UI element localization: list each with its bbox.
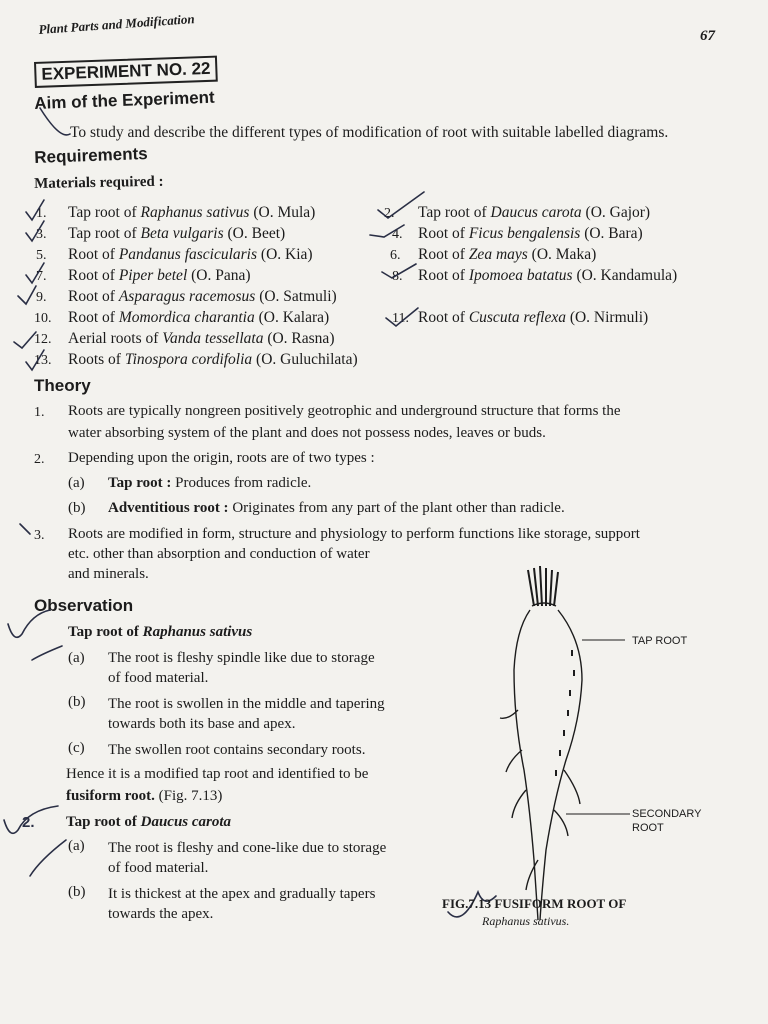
- theory-heading: Theory: [34, 376, 91, 395]
- observation-text: towards both its base and apex.: [108, 716, 296, 732]
- requirements-heading: Requirements: [34, 144, 148, 167]
- label-secondary-root: SECONDARY: [632, 808, 702, 820]
- item-number: 8.: [392, 269, 403, 284]
- observation-conclusion: Hence it is a modified tap root and identified to be: [66, 766, 369, 782]
- label-secondary-root: ROOT: [632, 822, 664, 834]
- theory-text: Roots are modified in form, structure and physiology to perform functions like storage, support: [68, 526, 640, 542]
- item-number: 10.: [34, 311, 52, 326]
- item-number: 11.: [392, 311, 409, 326]
- running-header: Plant Parts and Modification: [38, 11, 196, 37]
- observation-text: towards the apex.: [108, 906, 214, 922]
- theory-number: 3.: [34, 528, 45, 543]
- observation-text: of food material.: [108, 860, 209, 876]
- materials-label: Materials required :: [34, 173, 164, 192]
- page-number: 67: [700, 28, 715, 44]
- observation-text: The swollen root contains secondary roots.: [108, 742, 366, 758]
- material-item: Root of Momordica charantia (O. Kalara): [68, 309, 330, 326]
- tap-root-definition: Tap root : Produces from radicle.: [108, 475, 312, 491]
- observation-conclusion: fusiform root. (Fig. 7.13): [66, 788, 223, 804]
- material-item: Tap root of Beta vulgaris (O. Beet): [68, 225, 286, 242]
- fusiform-root-figure: [442, 560, 760, 940]
- item-number: 3.: [36, 227, 47, 242]
- material-item: Roots of Tinospora cordifolia (O. Guluchilata): [68, 351, 358, 368]
- observation-heading: Observation: [34, 596, 134, 615]
- experiment-title: EXPERIMENT NO. 22: [34, 56, 218, 88]
- theory-number: 2.: [34, 452, 45, 467]
- theory-text: etc. other than absorption and conduction of water: [68, 546, 370, 562]
- figure-caption: FIG.7.13 FUSIFORM ROOT OF: [442, 896, 627, 911]
- observation-text: The root is swollen in the middle and tapering: [108, 696, 385, 712]
- material-item: Root of Zea mays (O. Maka): [418, 246, 597, 263]
- item-number: 5.: [36, 248, 47, 263]
- sub-label: (a): [68, 475, 85, 491]
- item-number: 6.: [390, 248, 401, 263]
- sub-label: (a): [68, 650, 85, 666]
- material-item: Root of Piper betel (O. Pana): [68, 267, 251, 284]
- adventitious-root-definition: Adventitious root : Originates from any part of the plant other than radicle.: [108, 500, 565, 516]
- material-item: Root of Cuscuta reflexa (O. Nirmuli): [418, 309, 649, 326]
- item-number: 12.: [34, 332, 52, 347]
- material-item: Root of Ficus bengalensis (O. Bara): [418, 225, 643, 242]
- label-tap-root: TAP ROOT: [632, 635, 688, 647]
- item-number: 13.: [34, 353, 52, 368]
- observation-number-2: 2.: [22, 814, 35, 831]
- item-number: 7.: [36, 269, 47, 284]
- material-item: Tap root of Raphanus sativus (O. Mula): [68, 204, 316, 221]
- theory-text: Depending upon the origin, roots are of two types :: [68, 450, 375, 466]
- aim-text: To study and describe the different types of modification of root with suitable labelled diagrams.: [70, 124, 669, 141]
- theory-text: and minerals.: [68, 566, 149, 582]
- radish-root-illustration: [470, 560, 760, 940]
- item-number: 1.: [36, 206, 47, 221]
- observation-title-1: Tap root of Raphanus sativus: [68, 624, 253, 640]
- sub-label: (b): [68, 884, 86, 900]
- sub-label: (b): [68, 694, 86, 710]
- item-number: 4.: [392, 227, 403, 242]
- material-item: Aerial roots of Vanda tessellata (O. Rasna): [68, 330, 335, 347]
- theory-text: water absorbing system of the plant and does not possess nodes, leaves or buds.: [68, 425, 546, 441]
- observation-text: It is thickest at the apex and gradually tapers: [108, 886, 376, 902]
- theory-text: Roots are typically nongreen positively geotrophic and underground structure that forms the: [68, 403, 621, 419]
- observation-text: The root is fleshy and cone-like due to storage: [108, 840, 387, 856]
- observation-text: of food material.: [108, 670, 209, 686]
- aim-heading: Aim of the Experiment: [34, 87, 215, 113]
- material-item: Root of Ipomoea batatus (O. Kandamula): [418, 267, 678, 284]
- observation-title-2: Tap root of Daucus carota: [66, 814, 232, 830]
- observation-text: The root is fleshy spindle like due to storage: [108, 650, 375, 666]
- sub-label: (b): [68, 500, 86, 516]
- material-item: Root of Asparagus racemosus (O. Satmuli): [68, 288, 337, 305]
- sub-label: (a): [68, 838, 85, 854]
- material-item: Tap root of Daucus carota (O. Gajor): [418, 204, 651, 221]
- item-number: 9.: [36, 290, 47, 305]
- material-item: Root of Pandanus fascicularis (O. Kia): [68, 246, 313, 263]
- sub-label: (c): [68, 740, 85, 756]
- theory-number: 1.: [34, 405, 45, 420]
- item-number: 2.: [384, 206, 395, 221]
- figure-caption-species: Raphanus sativus.: [482, 914, 570, 928]
